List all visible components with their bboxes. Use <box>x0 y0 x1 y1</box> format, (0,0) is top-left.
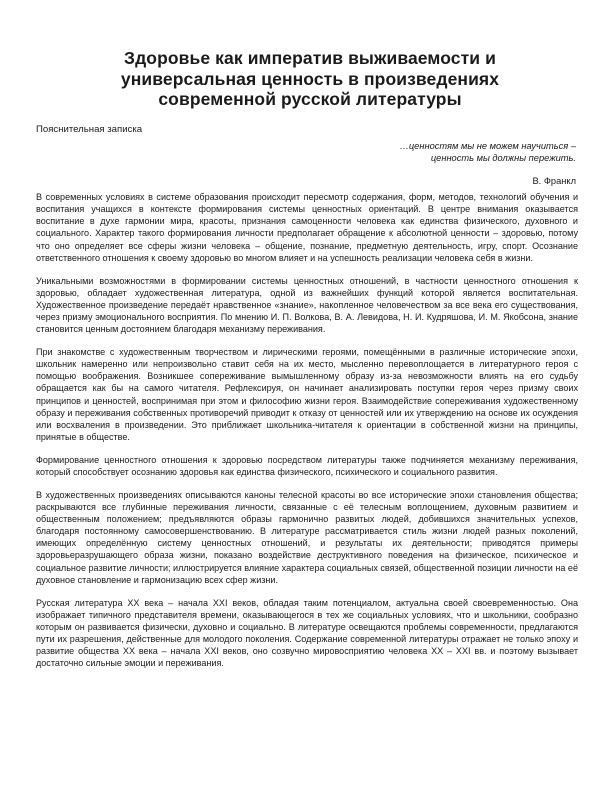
epigraph <box>400 140 576 187</box>
title-line: современной русской литературы <box>158 89 462 109</box>
body-paragraph: Русская литература XX века – начала XXI веков, обладая таким потенциалом, актуальна своей своевременностью. Она изображает типичного представителя времени, оказывающегося в тех же социальных условиях, что и школьники, сообразно которым он развивается физически, духовно и социально. В литературе освещаются проблемы современности, предлагаются пути их разрешения, действенные для молодого поколения. Содержание современной литературы отражает не только эпоху и развитие общества XX века – начала XXI веков, оно созвучно мировосприятию человека XX – XXI вв. и поэтому вызывает достаточно сильные эмоции и переживания. <box>36 597 578 669</box>
body-paragraph: Формирование ценностного отношения к здоровью посредством литературы также подчиняется механизму переживания, который способствует осознанию здоровья как единства физического, психического и социального развития. <box>36 454 578 477</box>
epigraph-line: ценность мы должны пережить. <box>430 153 576 164</box>
document-title <box>60 48 560 110</box>
document-body <box>36 191 578 680</box>
body-paragraph: В художественных произведениях описываются каноны телесной красоты во все исторические эпохи становления общества; раскрываются все глубинные переживания личности, связанные с её телесным воплощением, духовным развитием и общественным положением; предъявляются образы гармонично развитых людей, добившихся значительных успехов, благодаря постоянному самосовершенствованию. В литературе рассматривается стиль жизни людей разных поколений, имеющих определённую систему ценностных отношений, и результаты их деятельности; приводятся примеры здоровьеразрушающего образа жизни, показано воздействие деструктивного поведения на физическое, психическое и социальное развитие личности; иллюстрируется влияние характера социальных связей, общественной позиции личности на её духовное становление и гармонизацию всех сфер жизни. <box>36 489 578 585</box>
section-subtitle: Пояснительная записка <box>36 124 143 135</box>
epigraph-line: …ценностям мы не можем научиться – <box>399 141 576 151</box>
body-paragraph: В современных условиях в системе образования происходит пересмотр содержания, форм, методов, технологий обучения и воспитания учащихся в контексте формирования системы ценностных ориентаций. В центре внимания оказывается воспитание в духе гармонии мира, красоты, признания самоценности человека как единства физического, духовного и социального. Характер такого формирования личности предполагает обращение к абсолютной ценности – здоровью, потому что оно определяет все сферы жизни человека – общение, познание, предметную деятельность, игру, спорт. Осознание ответственного отношения к своему здоровью во многом влияет и на успешность реализации человека себя в жизни. <box>36 192 578 263</box>
body-paragraph: Уникальными возможностями в формировании системы ценностных отношений, в частности ценностного отношения к здоровью, обладает художественная литература, одной из важнейших функций которой является воспитательная. Художественное произведение передаёт нравственное «знание», накопленное человечеством за все века его существования, через призму эмоционального восприятия. По мнению И. П. Волкова, В. А. Левидова, Н. И. Кудряшова, И. М. Якобсона, знание становится ценным достоянием благодаря механизму переживания. <box>36 275 578 335</box>
body-paragraph: При знакомстве с художественным творчеством и лирическими героями, помещёнными в различные исторические эпохи, школьник намеренно или непроизвольно ставит себя на их место, мысленно перевоплощается в литературного героя с помощью воображения. Возникшее сопереживание вымышленному образу из-за невозможности влиять на его судьбу обращается как бы на самого читателя. Рефлексируя, он начинает анализировать поступки героя через призму своих принципов и ценностей, воспринимая при этом и философию жизни героя. Взаимодействие сопереживания художественному образу и переживания собственных противоречий приводит к отказу от ценностей или их утверждению на основе их осуждения или восхваления в произведении. Это приближает школьника-читателя к ориентации в собственной жизни на принципы, принятые в обществе. <box>36 346 578 442</box>
title-line: Здоровье как императив выживаемости и <box>124 48 496 68</box>
epigraph-author: В. Франкл <box>532 175 576 186</box>
title-line: универсальная ценность в произведениях <box>120 68 500 89</box>
